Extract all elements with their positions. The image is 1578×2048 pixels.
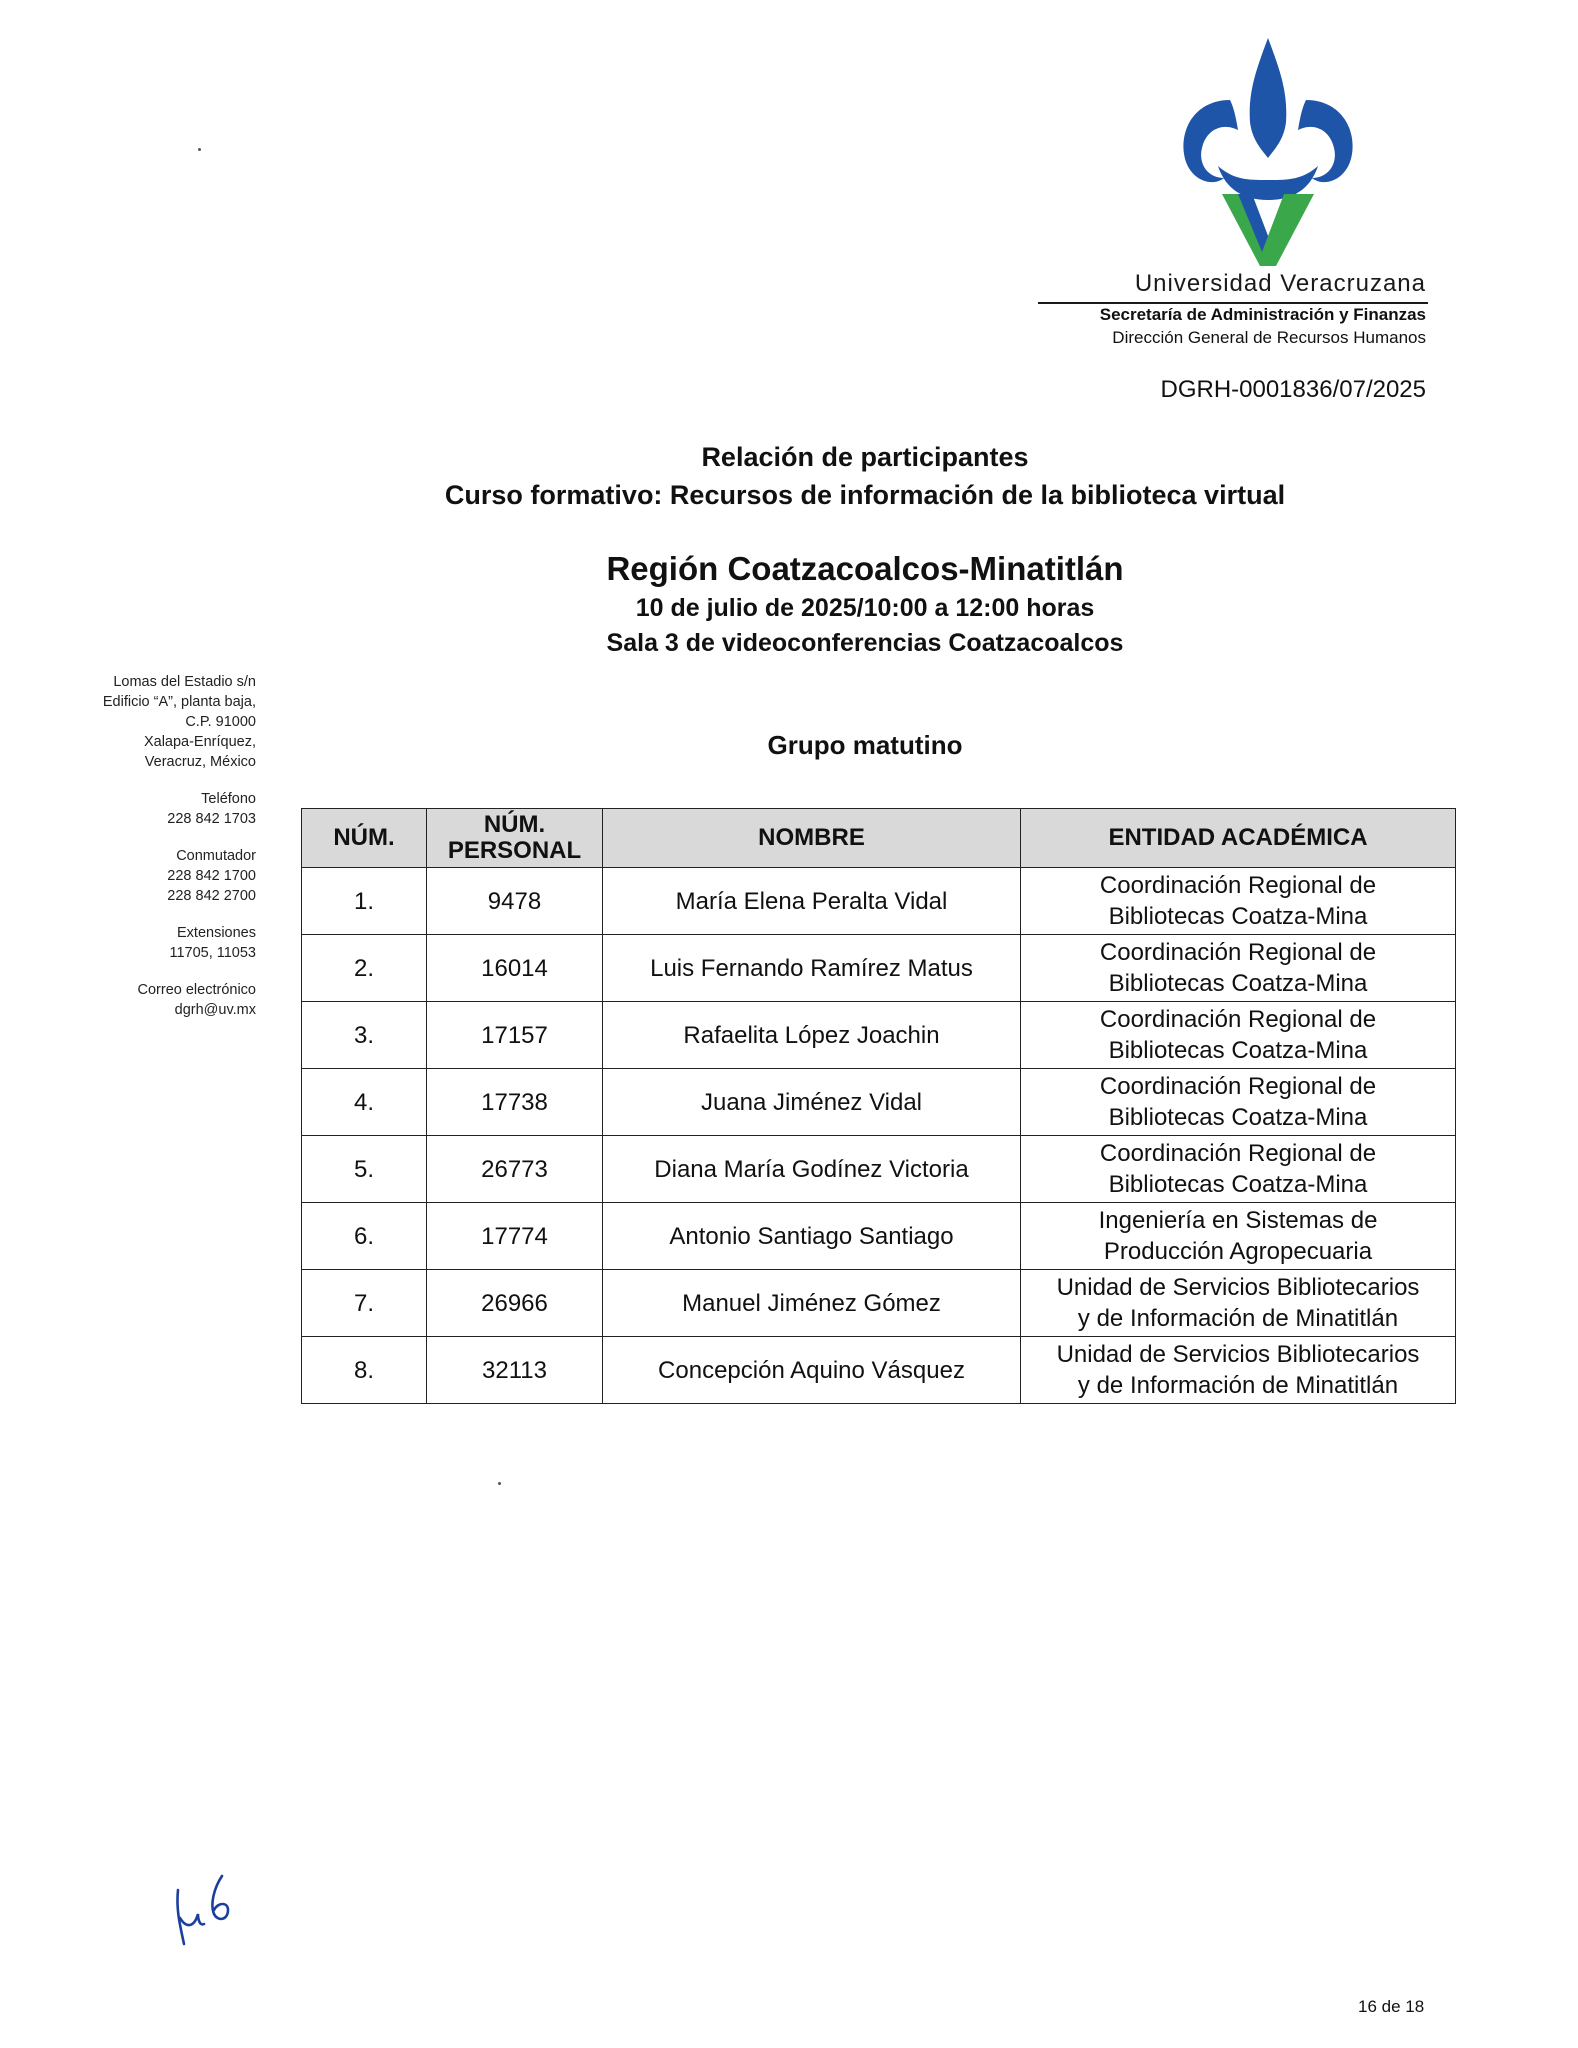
email-label: Correo electrónico (137, 982, 256, 998)
entidad-line: Producción Agropecuaria (1103, 1238, 1373, 1265)
entidad-line: Coordinación Regional de (1099, 939, 1377, 966)
cell-entidad (1021, 1136, 1456, 1203)
cell-nombre: Diana María Godínez Victoria (603, 1136, 1021, 1203)
page-number: 16 de 18 (1358, 1997, 1425, 2016)
cell-personal: 26773 (427, 1136, 603, 1203)
participants-table (301, 808, 1456, 1404)
address-line: C.P. 91000 (185, 714, 256, 730)
cell-num: 6. (302, 1203, 427, 1270)
switchboard-label: Conmutador (176, 848, 256, 864)
title-venue: Sala 3 de videoconferencias Coatzacoalcos (606, 629, 1124, 657)
cell-entidad (1021, 868, 1456, 935)
entidad-line: Bibliotecas Coatza-Mina (1108, 1171, 1368, 1198)
cell-personal: 26966 (427, 1270, 603, 1337)
table-row (302, 1203, 1456, 1270)
uv-logo (1178, 30, 1358, 270)
switchboard-number: 228 842 1700 (167, 868, 256, 884)
institution-name: Universidad Veracruzana (1134, 270, 1426, 297)
entidad-line: Bibliotecas Coatza-Mina (1108, 1037, 1368, 1064)
cell-num: 1. (302, 868, 427, 935)
scan-speck (198, 148, 201, 151)
cell-personal: 17157 (427, 1002, 603, 1069)
table-row (302, 868, 1456, 935)
cell-entidad (1021, 1002, 1456, 1069)
title-region: Región Coatzacoalcos-Minatitlán (606, 550, 1124, 587)
cell-entidad (1021, 1203, 1456, 1270)
entidad-line: Coordinación Regional de (1099, 1073, 1377, 1100)
address-line: Lomas del Estadio s/n (113, 674, 256, 690)
entidad-line: Bibliotecas Coatza-Mina (1108, 970, 1368, 997)
table-row (302, 1069, 1456, 1136)
contact-sidebar (16, 672, 256, 1037)
entidad-line: Unidad de Servicios Bibliotecarios (1056, 1341, 1420, 1368)
entidad-line: Bibliotecas Coatza-Mina (1108, 1104, 1368, 1131)
cell-entidad (1021, 935, 1456, 1002)
cell-nombre: Juana Jiménez Vidal (603, 1069, 1021, 1136)
address-line: Xalapa-Enríquez, (143, 734, 256, 750)
extensions-label: Extensiones (177, 925, 256, 941)
table-row (302, 935, 1456, 1002)
header-num: NÚM. (302, 809, 427, 868)
entidad-line: y de Información de Minatitlán (1077, 1305, 1399, 1332)
title-relacion: Relación de participantes (701, 442, 1029, 472)
email-value: dgrh@uv.mx (174, 1002, 256, 1018)
phone-label: Teléfono (201, 791, 256, 807)
entidad-line: Unidad de Servicios Bibliotecarios (1056, 1274, 1420, 1301)
entidad-line: Bibliotecas Coatza-Mina (1108, 903, 1368, 930)
cell-personal: 17738 (427, 1069, 603, 1136)
cell-num: 3. (302, 1002, 427, 1069)
directorate-name: Dirección General de Recursos Humanos (1112, 328, 1426, 347)
cell-nombre: Luis Fernando Ramírez Matus (603, 935, 1021, 1002)
cell-num: 7. (302, 1270, 427, 1337)
header-personal: NÚM. PERSONAL (427, 809, 603, 868)
table-row (302, 1270, 1456, 1337)
table-row (302, 1136, 1456, 1203)
title-course: Curso formativo: Recursos de información de la biblioteca virtual (444, 480, 1286, 510)
cell-nombre: Antonio Santiago Santiago (603, 1203, 1021, 1270)
table-row (302, 1337, 1456, 1404)
phone-number: 228 842 1703 (167, 811, 256, 827)
secretariat-name: Secretaría de Administración y Finanzas (1099, 305, 1426, 324)
cell-nombre: Rafaelita López Joachin (603, 1002, 1021, 1069)
switchboard-block (16, 846, 256, 906)
cell-personal: 16014 (427, 935, 603, 1002)
entidad-line: Ingeniería en Sistemas de (1098, 1207, 1378, 1234)
cell-personal: 17774 (427, 1203, 603, 1270)
extensions-value: 11705, 11053 (169, 945, 256, 961)
entidad-line: y de Información de Minatitlán (1077, 1372, 1399, 1399)
cell-entidad (1021, 1069, 1456, 1136)
entidad-line: Coordinación Regional de (1099, 1006, 1377, 1033)
cell-nombre: Manuel Jiménez Gómez (603, 1270, 1021, 1337)
entidad-line: Coordinación Regional de (1099, 872, 1377, 899)
cell-num: 5. (302, 1136, 427, 1203)
table-header-row (302, 809, 1456, 868)
cell-entidad (1021, 1337, 1456, 1404)
document-code: DGRH-0001836/07/2025 (1160, 376, 1426, 403)
cell-num: 2. (302, 935, 427, 1002)
group-label: Grupo matutino (767, 730, 963, 760)
address-block (16, 672, 256, 772)
entidad-line: Coordinación Regional de (1099, 1140, 1377, 1167)
header-entidad: ENTIDAD ACADÉMICA (1021, 809, 1456, 868)
phone-block (16, 789, 256, 829)
table-row (302, 1002, 1456, 1069)
cell-nombre: María Elena Peralta Vidal (603, 868, 1021, 935)
switchboard-number: 228 842 2700 (167, 888, 256, 904)
header-nombre: NOMBRE (603, 809, 1021, 868)
cell-num: 8. (302, 1337, 427, 1404)
scan-speck (498, 1482, 501, 1485)
title-datetime: 10 de julio de 2025/10:00 a 12:00 horas (635, 594, 1095, 622)
cell-personal: 9478 (427, 868, 603, 935)
cell-entidad (1021, 1270, 1456, 1337)
handwritten-initials (170, 1870, 250, 1950)
email-block (16, 980, 256, 1020)
header-divider (1038, 302, 1428, 304)
extensions-block (16, 923, 256, 963)
cell-nombre: Concepción Aquino Vásquez (603, 1337, 1021, 1404)
address-line: Veracruz, México (144, 754, 256, 770)
address-line: Edificio “A”, planta baja, (102, 694, 256, 710)
cell-personal: 32113 (427, 1337, 603, 1404)
cell-num: 4. (302, 1069, 427, 1136)
